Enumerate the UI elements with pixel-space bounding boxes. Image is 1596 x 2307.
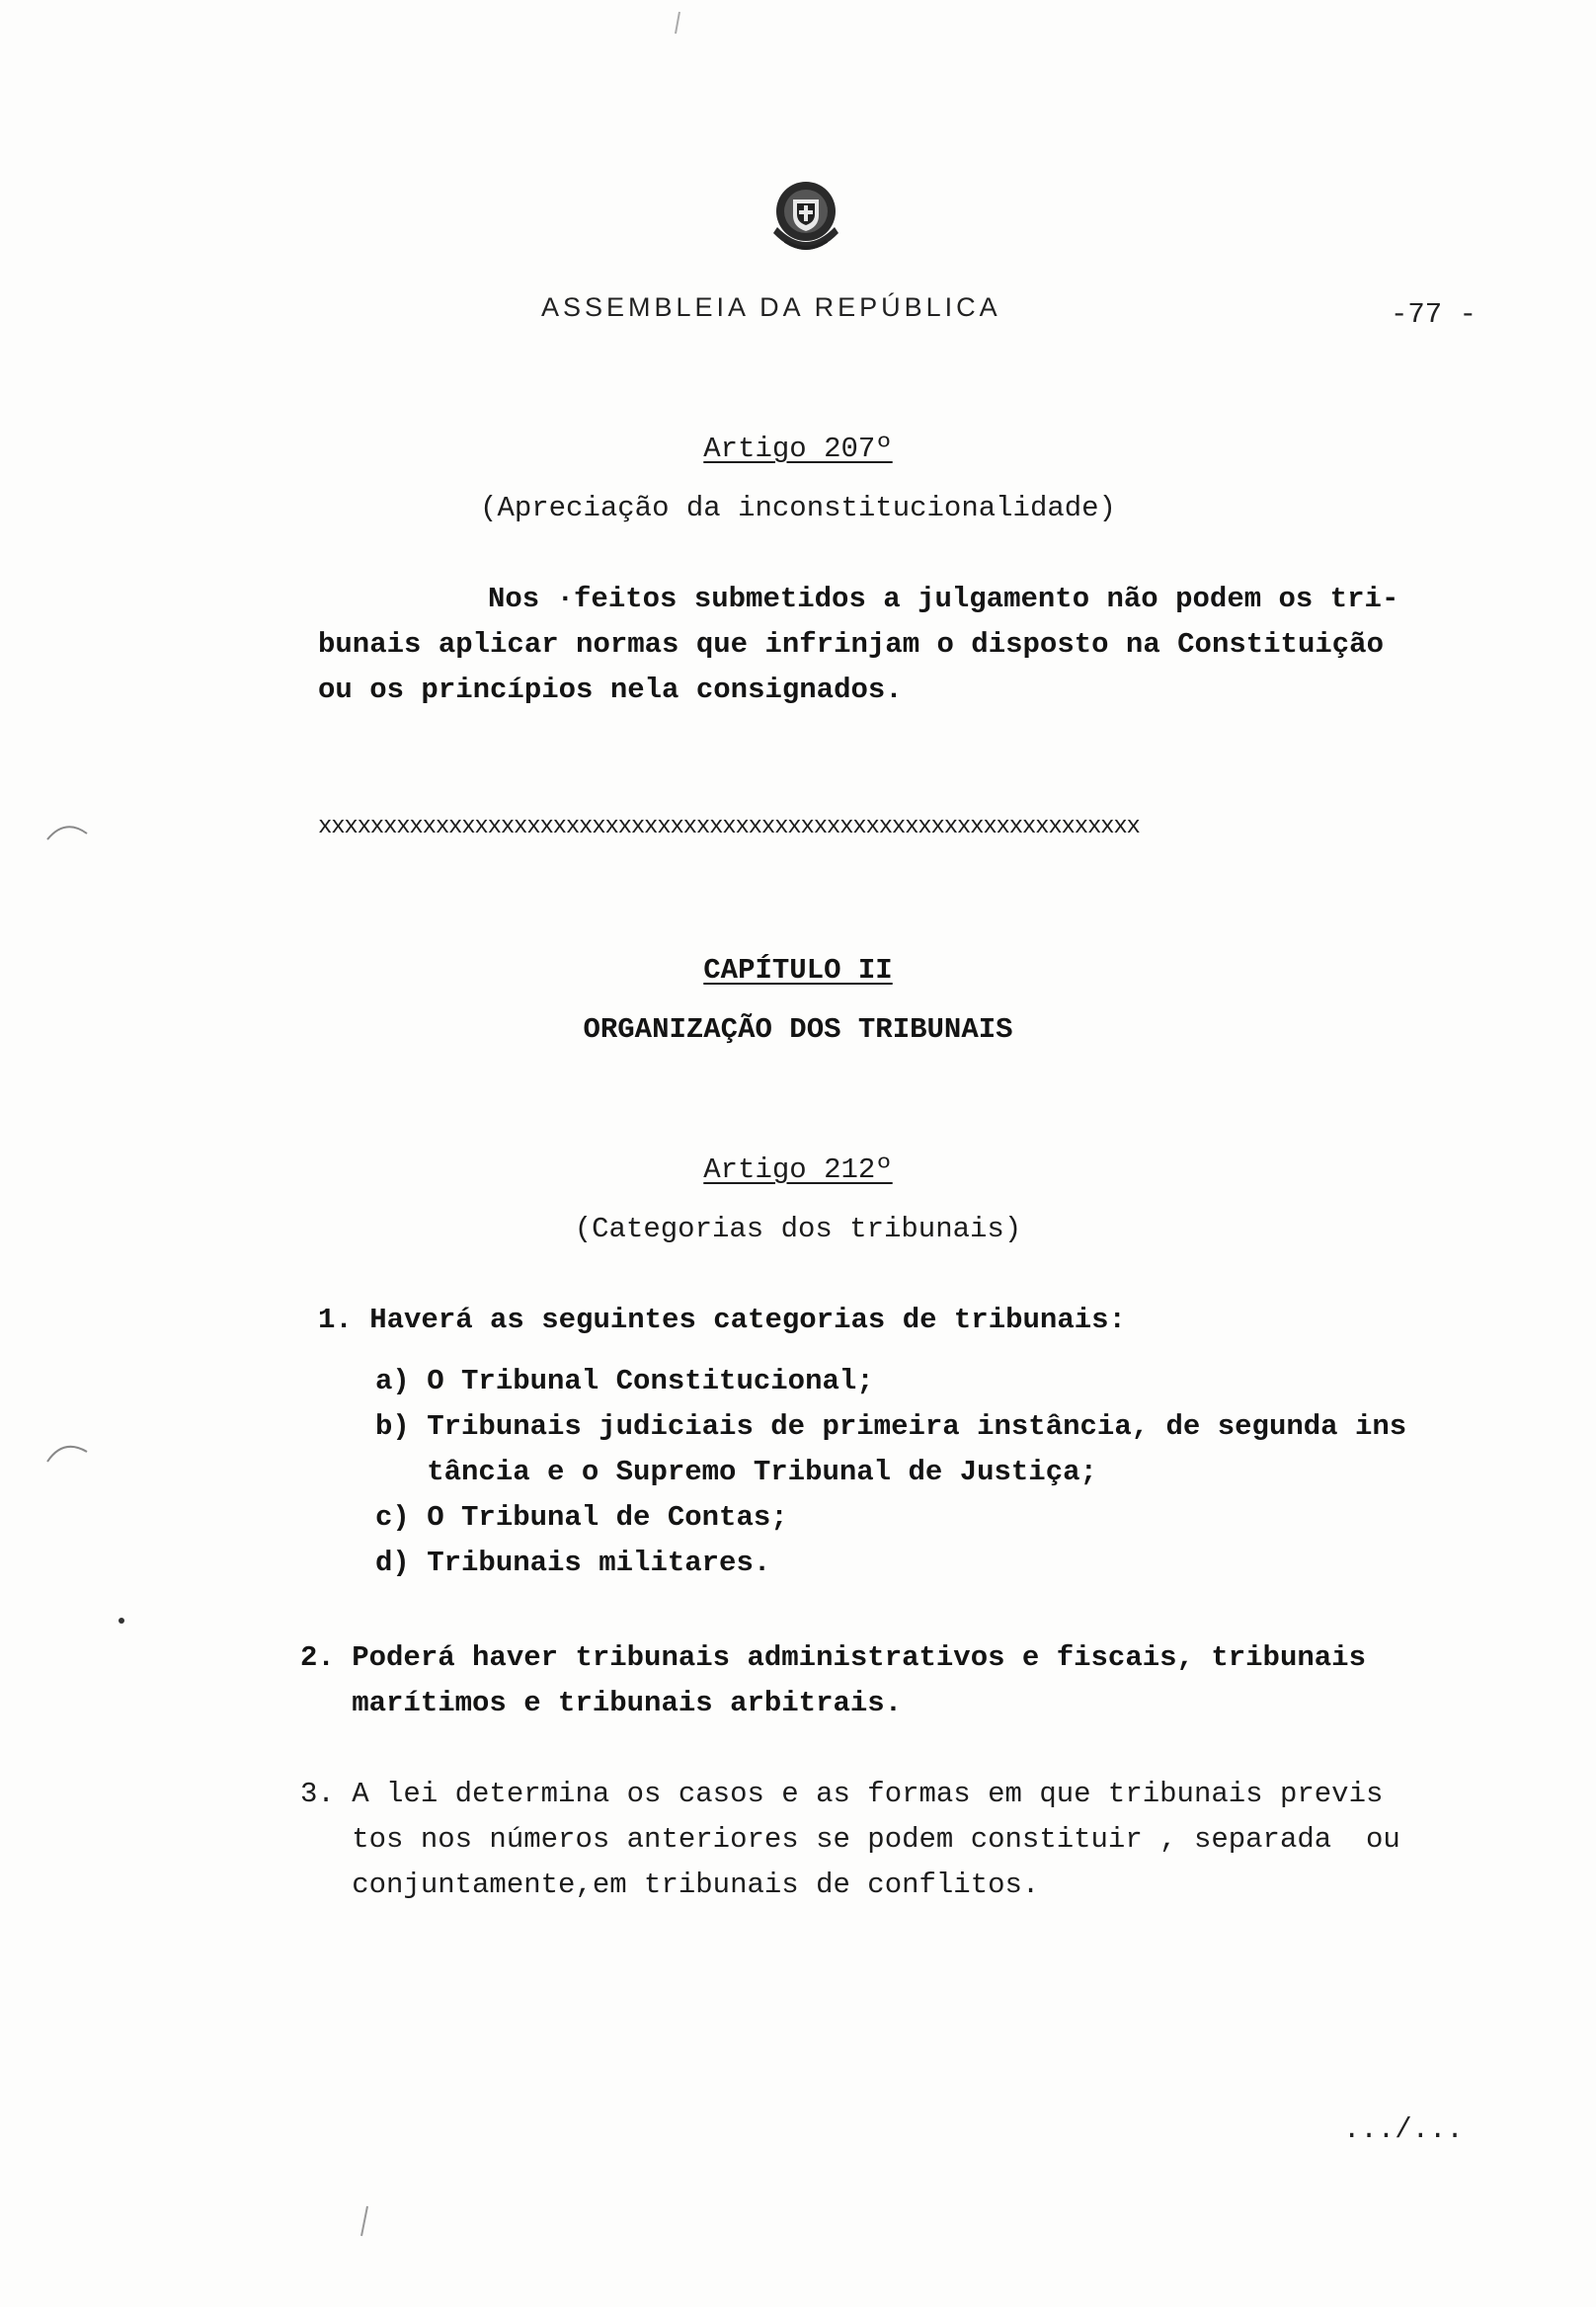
scan-mark-icon [668,8,687,38]
article-212-item-3-line-1: 3. A lei determina os casos e as formas em que tribunais previs [300,1778,1384,1810]
article-212-subtitle: (Categorias dos tribunais) [574,1213,1022,1245]
article-212-heading: Artigo 212º [703,1154,893,1186]
article-207-heading: Artigo 207º [703,433,893,465]
article-212-subitem-a: a) O Tribunal Constitucional; [375,1365,874,1397]
continuation-mark: .../... [1343,2113,1464,2146]
article-212-subitem-b: b) Tribunais judiciais de primeira instância, de segunda ins [375,1410,1407,1443]
article-212-item-2-line-1: 2. Poderá haver tribunais administrativos e fiscais, tribunais [300,1641,1366,1674]
article-212-item-3-line-3: conjuntamente,em tribunais de conflitos. [300,1869,1040,1901]
page-number: -77 - [1391,298,1477,331]
article-212-item-3-line-2: tos nos números anteriores se podem constituir , separada ou [300,1823,1400,1856]
scan-dot-icon [117,1616,126,1626]
margin-mark-icon [43,816,93,845]
chapter-title: ORGANIZAÇÃO DOS TRIBUNAIS [583,1013,1013,1046]
chapter-heading: CAPÍTULO II [703,954,893,987]
article-207-subtitle: (Apreciação da inconstitucionalidade) [480,492,1116,524]
article-207-line-3: ou os princípios nela consignados. [318,674,903,706]
article-212-subitem-b-cont: tância e o Supremo Tribunal de Justiça; [375,1456,1097,1488]
coat-of-arms-icon [763,172,848,271]
article-212-item-2-line-2: marítimos e tribunais arbitrais. [300,1687,903,1719]
article-212-subitem-d: d) Tribunais militares. [375,1547,771,1579]
article-207-line-1: Nos ·feitos submetidos a julgamento não podem os tri- [488,583,1399,615]
margin-mark-icon [43,1434,93,1468]
article-212-item-1: 1. Haverá as seguintes categorias de tribunais: [318,1304,1126,1336]
scan-mark-icon [356,2202,375,2242]
article-212-subitem-c: c) O Tribunal de Contas; [375,1501,788,1534]
institution-name: ASSEMBLEIA DA REPÚBLICA [541,292,1001,322]
article-207-line-2: bunais aplicar normas que infrinjam o disposto na Constituição [318,628,1384,661]
separator-line: xxxxxxxxxxxxxxxxxxxxxxxxxxxxxxxxxxxxxxxxxxxxxxxxxxxxxxxxxxxxxxx [318,814,1140,840]
